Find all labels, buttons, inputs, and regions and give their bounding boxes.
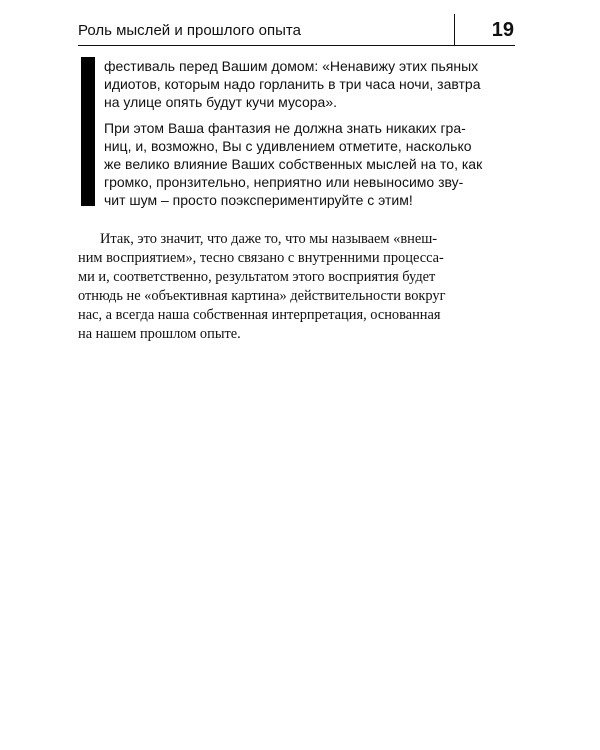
exercise-paragraph-2 xyxy=(104,119,520,209)
exercise-line: на улице опять будут кучи мусора». xyxy=(104,94,337,110)
header-separator xyxy=(454,14,455,45)
header-rule xyxy=(78,45,515,46)
page-number: 19 xyxy=(491,19,514,41)
body-line: ним восприятием», тесно связано с внутренними процесса- xyxy=(78,250,444,266)
exercise-line: идиотов, которым надо горланить в три часа ночи, завтра xyxy=(104,76,481,92)
exercise-side-bar xyxy=(81,57,95,206)
body-line: ми и, соответственно, результатом этого восприятия будет xyxy=(78,269,436,285)
exercise-line: чит шум – просто поэкспериментируйте с этим! xyxy=(104,192,413,208)
exercise-line: При этом Ваша фантазия не должна знать никаких гра- xyxy=(104,120,466,136)
exercise-line: фестиваль перед Вашим домом: «Ненавижу этих пьяных xyxy=(104,58,479,74)
exercise-line: громко, пронзительно, неприятно или невыносимо зву- xyxy=(104,174,464,190)
running-header-title: Роль мыслей и прошлого опыта xyxy=(78,22,301,39)
exercise-line: ниц, и, возможно, Вы с удивлением отметите, насколько xyxy=(104,138,472,154)
body-line: отнюдь не «объективная картина» действительности вокруг xyxy=(78,288,446,304)
body-line: на нашем прошлом опыте. xyxy=(78,326,241,342)
body-paragraph xyxy=(78,230,516,344)
exercise-paragraph-1 xyxy=(104,57,520,111)
body-line: Итак, это значит, что даже то, что мы называем «внеш- xyxy=(100,231,438,247)
body-line: нас, а всегда наша собственная интерпретация, основанная xyxy=(78,307,441,323)
exercise-box xyxy=(104,57,520,209)
exercise-line: же велико влияние Ваших собственных мыслей на то, как xyxy=(104,156,483,172)
